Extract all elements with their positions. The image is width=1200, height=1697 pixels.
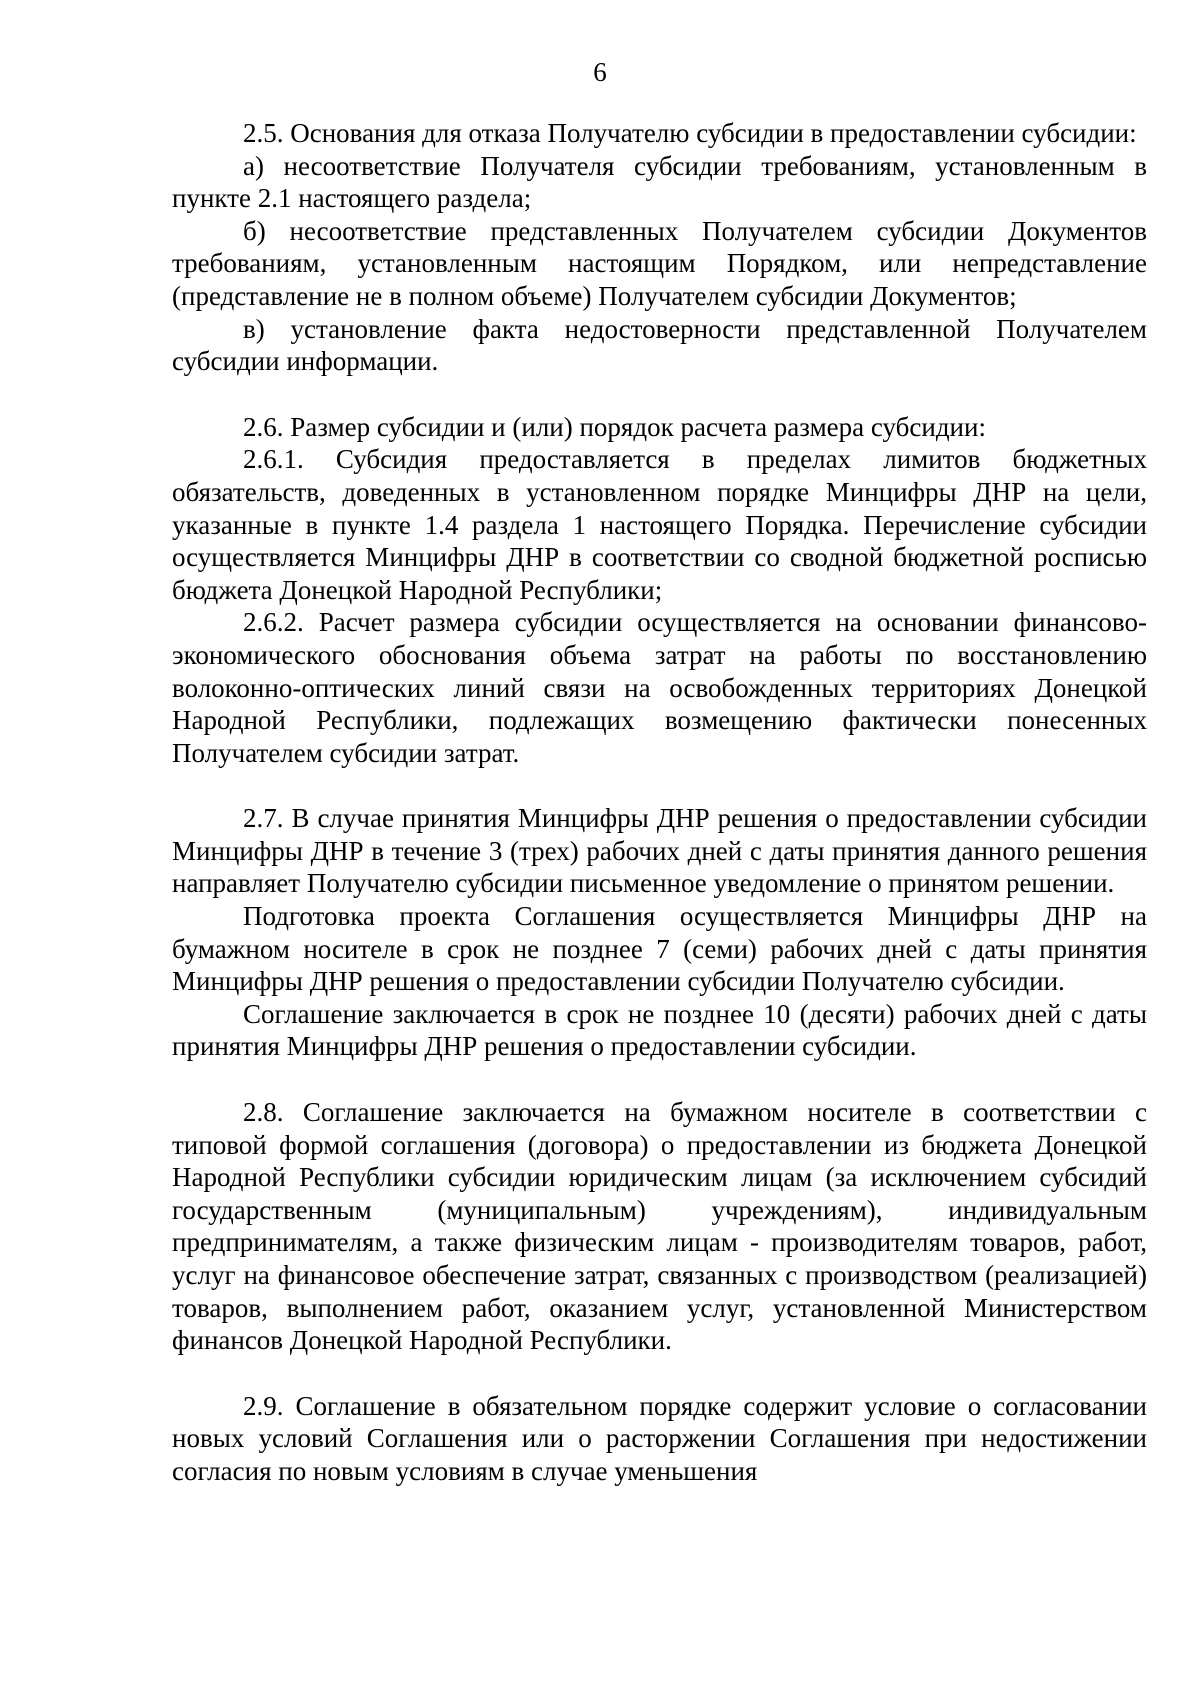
clause-2-7-preparation: Подготовка проекта Соглашения осуществляется Минцифры ДНР на бумажном носителе в срок не позднее 7 (семи) рабочих дней с даты принятия Минцифры ДНР решения о предоставлении субсидии Получателю субсидии. — [172, 901, 1147, 997]
page-number: 6 — [593, 57, 607, 87]
clause-2-9: 2.9. Соглашение в обязательном порядке содержит условие о согласовании новых условий Соглашения или о расторжении Соглашения при недостижении согласия по новым условиям в случае уменьшения — [172, 1390, 1147, 1486]
clause-2-6-1: 2.6.1. Субсидия предоставляется в пределах лимитов бюджетных обязательств, доведенных в установленном порядке Минцифры ДНР на цели, указанные в пункте 1.4 раздела 1 настоящего Порядка. Перечисление субсидии осуществляется Минцифры ДНР в соответствии со сводной бюджетной росписью бюджета Донецкой Народной Республики; — [172, 444, 1147, 605]
clause-2-7: 2.7. В случае принятия Минцифры ДНР решения о предоставлении субсидии Минцифры ДНР в течение 3 (трех) рабочих дней с даты принятия данного решения направляет Получателю субсидии письменное уведомление о принятом решении. — [172, 803, 1147, 899]
clause-2-5: 2.5. Основания для отказа Получателю субсидии в предоставлении субсидии: — [243, 118, 1137, 148]
clause-2-8: 2.8. Соглашение заключается на бумажном носителе в соответствии с типовой формой соглашения (договора) о предоставлении из бюджета Донецкой Народной Республики субсидии юридическим лицам (за исключением субсидий государственным (муниципальным) учреждениям), индивидуальным предпринимателям, а также физическим лицам - производителям товаров, работ, услуг на финансовое обеспечение затрат, связанных с производством (реализацией) товаров, выполнением работ, оказанием услуг, установленной Министерством финансов Донецкой Народной Республики. — [172, 1097, 1147, 1356]
clause-2-7-conclusion: Соглашение заключается в срок не позднее 10 (десяти) рабочих дней с даты принятия Минцифры ДНР решения о предоставлении субсидии. — [172, 998, 1147, 1062]
section-spacer — [172, 769, 1147, 802]
section-spacer — [172, 378, 1147, 411]
clause-2-5-a: а) несоответствие Получателя субсидии требованиям, установленным в пункте 2.1 настоящего раздела; — [172, 150, 1147, 214]
section-spacer — [172, 1063, 1147, 1096]
clause-2-6: 2.6. Размер субсидии и (или) порядок расчета размера субсидии: — [243, 411, 986, 442]
clause-2-5-b: б) несоответствие представленных Получателем субсидии Документов требованиям, установленным настоящим Порядком, или непредставление (представление не в полном объеме) Получателем субсидии Документов; — [172, 215, 1147, 311]
section-spacer — [172, 1357, 1147, 1390]
document-body — [172, 117, 1147, 1488]
clause-2-5-v: в) установление факта недостоверности представленной Получателем субсидии информации. — [172, 313, 1147, 377]
clause-2-6-2: 2.6.2. Расчет размера субсидии осуществляется на основании финансово-экономического обоснования объема затрат на работы по восстановлению волоконно-оптических линий связи на освобожденных территориях Донецкой Народной Республики, подлежащих возмещению фактически понесенных Получателем субсидии затрат. — [172, 607, 1147, 768]
